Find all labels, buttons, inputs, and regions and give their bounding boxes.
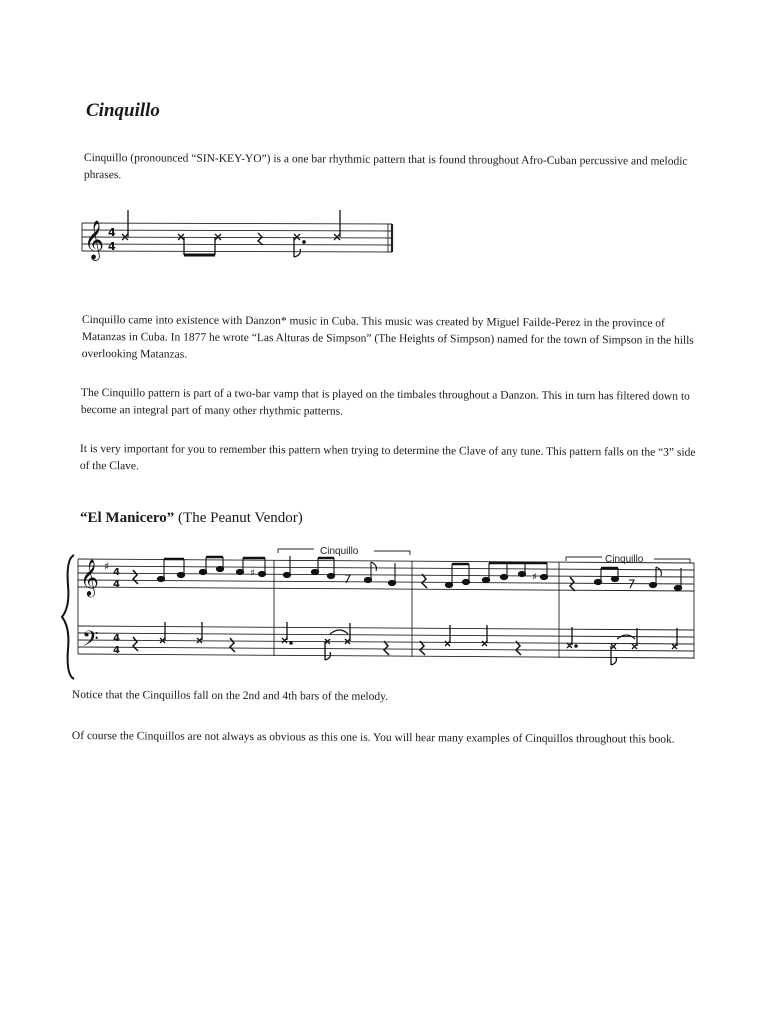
- cinquillo-label-1: Cinquillo: [320, 546, 359, 557]
- key-sharp-icon: ♯: [104, 560, 110, 573]
- svg-text:4: 4: [113, 579, 120, 590]
- treble-clef-icon: 𝄞: [80, 558, 99, 596]
- svg-text:4: 4: [113, 645, 120, 656]
- song-subtitle: (The Peanut Vendor): [178, 510, 303, 526]
- vamp-paragraph: The Cinquillo pattern is part of a two-bar vamp that is played on the timbales throughout a Danzon. This in turn has filtered down to become an integral part of many other rhythmic patterns.: [80, 386, 690, 418]
- page-title: Cinquillo: [86, 100, 160, 121]
- time-sig-top: 4: [108, 226, 116, 239]
- percussion-staff: [78, 626, 694, 658]
- history-paragraph: Cinquillo came into existence with Danzon* music in Cuba. This music was created by Miguel Failde-Perez in the province of Matanzas in Cuba. In 1877 he wrote “Las Alturas de Simpson” (The Heights of Simpson) named for the town of Simpson in the hills overlooking Matanzas.: [81, 313, 694, 361]
- important-paragraph: It is very important for you to remember this pattern when trying to determine the Clave of any tune. This pattern falls on the “3” side of the Clave.: [79, 442, 696, 473]
- cinquillo-label-2: Cinquillo: [605, 554, 644, 565]
- bass-clef-icon: 𝄢: [82, 627, 99, 657]
- svg-text:♯: ♯: [532, 572, 537, 583]
- svg-text:♯: ♯: [250, 568, 255, 579]
- time-sig-bottom: 4: [108, 240, 116, 253]
- svg-text:4: 4: [113, 567, 120, 578]
- brace: [62, 555, 74, 679]
- song-title: “El Manicero”: [80, 510, 175, 526]
- treble-clef-icon: 𝄞: [84, 220, 105, 260]
- intro-paragraph: Cinquillo (pronounced “SIN-KEY-YO”) is a one bar rhythmic pattern that is found throughout Afro-Cuban percussive and melodic phrases.: [83, 151, 688, 182]
- svg-text:4: 4: [113, 633, 120, 644]
- notice-paragraph: Notice that the Cinquillos fall on the 2nd and 4th bars of the melody.: [71, 688, 389, 703]
- closing-paragraph: Of course the Cinquillos are not always as obvious as this one is. You will hear many examples of Cinquillos throughout this book.: [71, 729, 675, 746]
